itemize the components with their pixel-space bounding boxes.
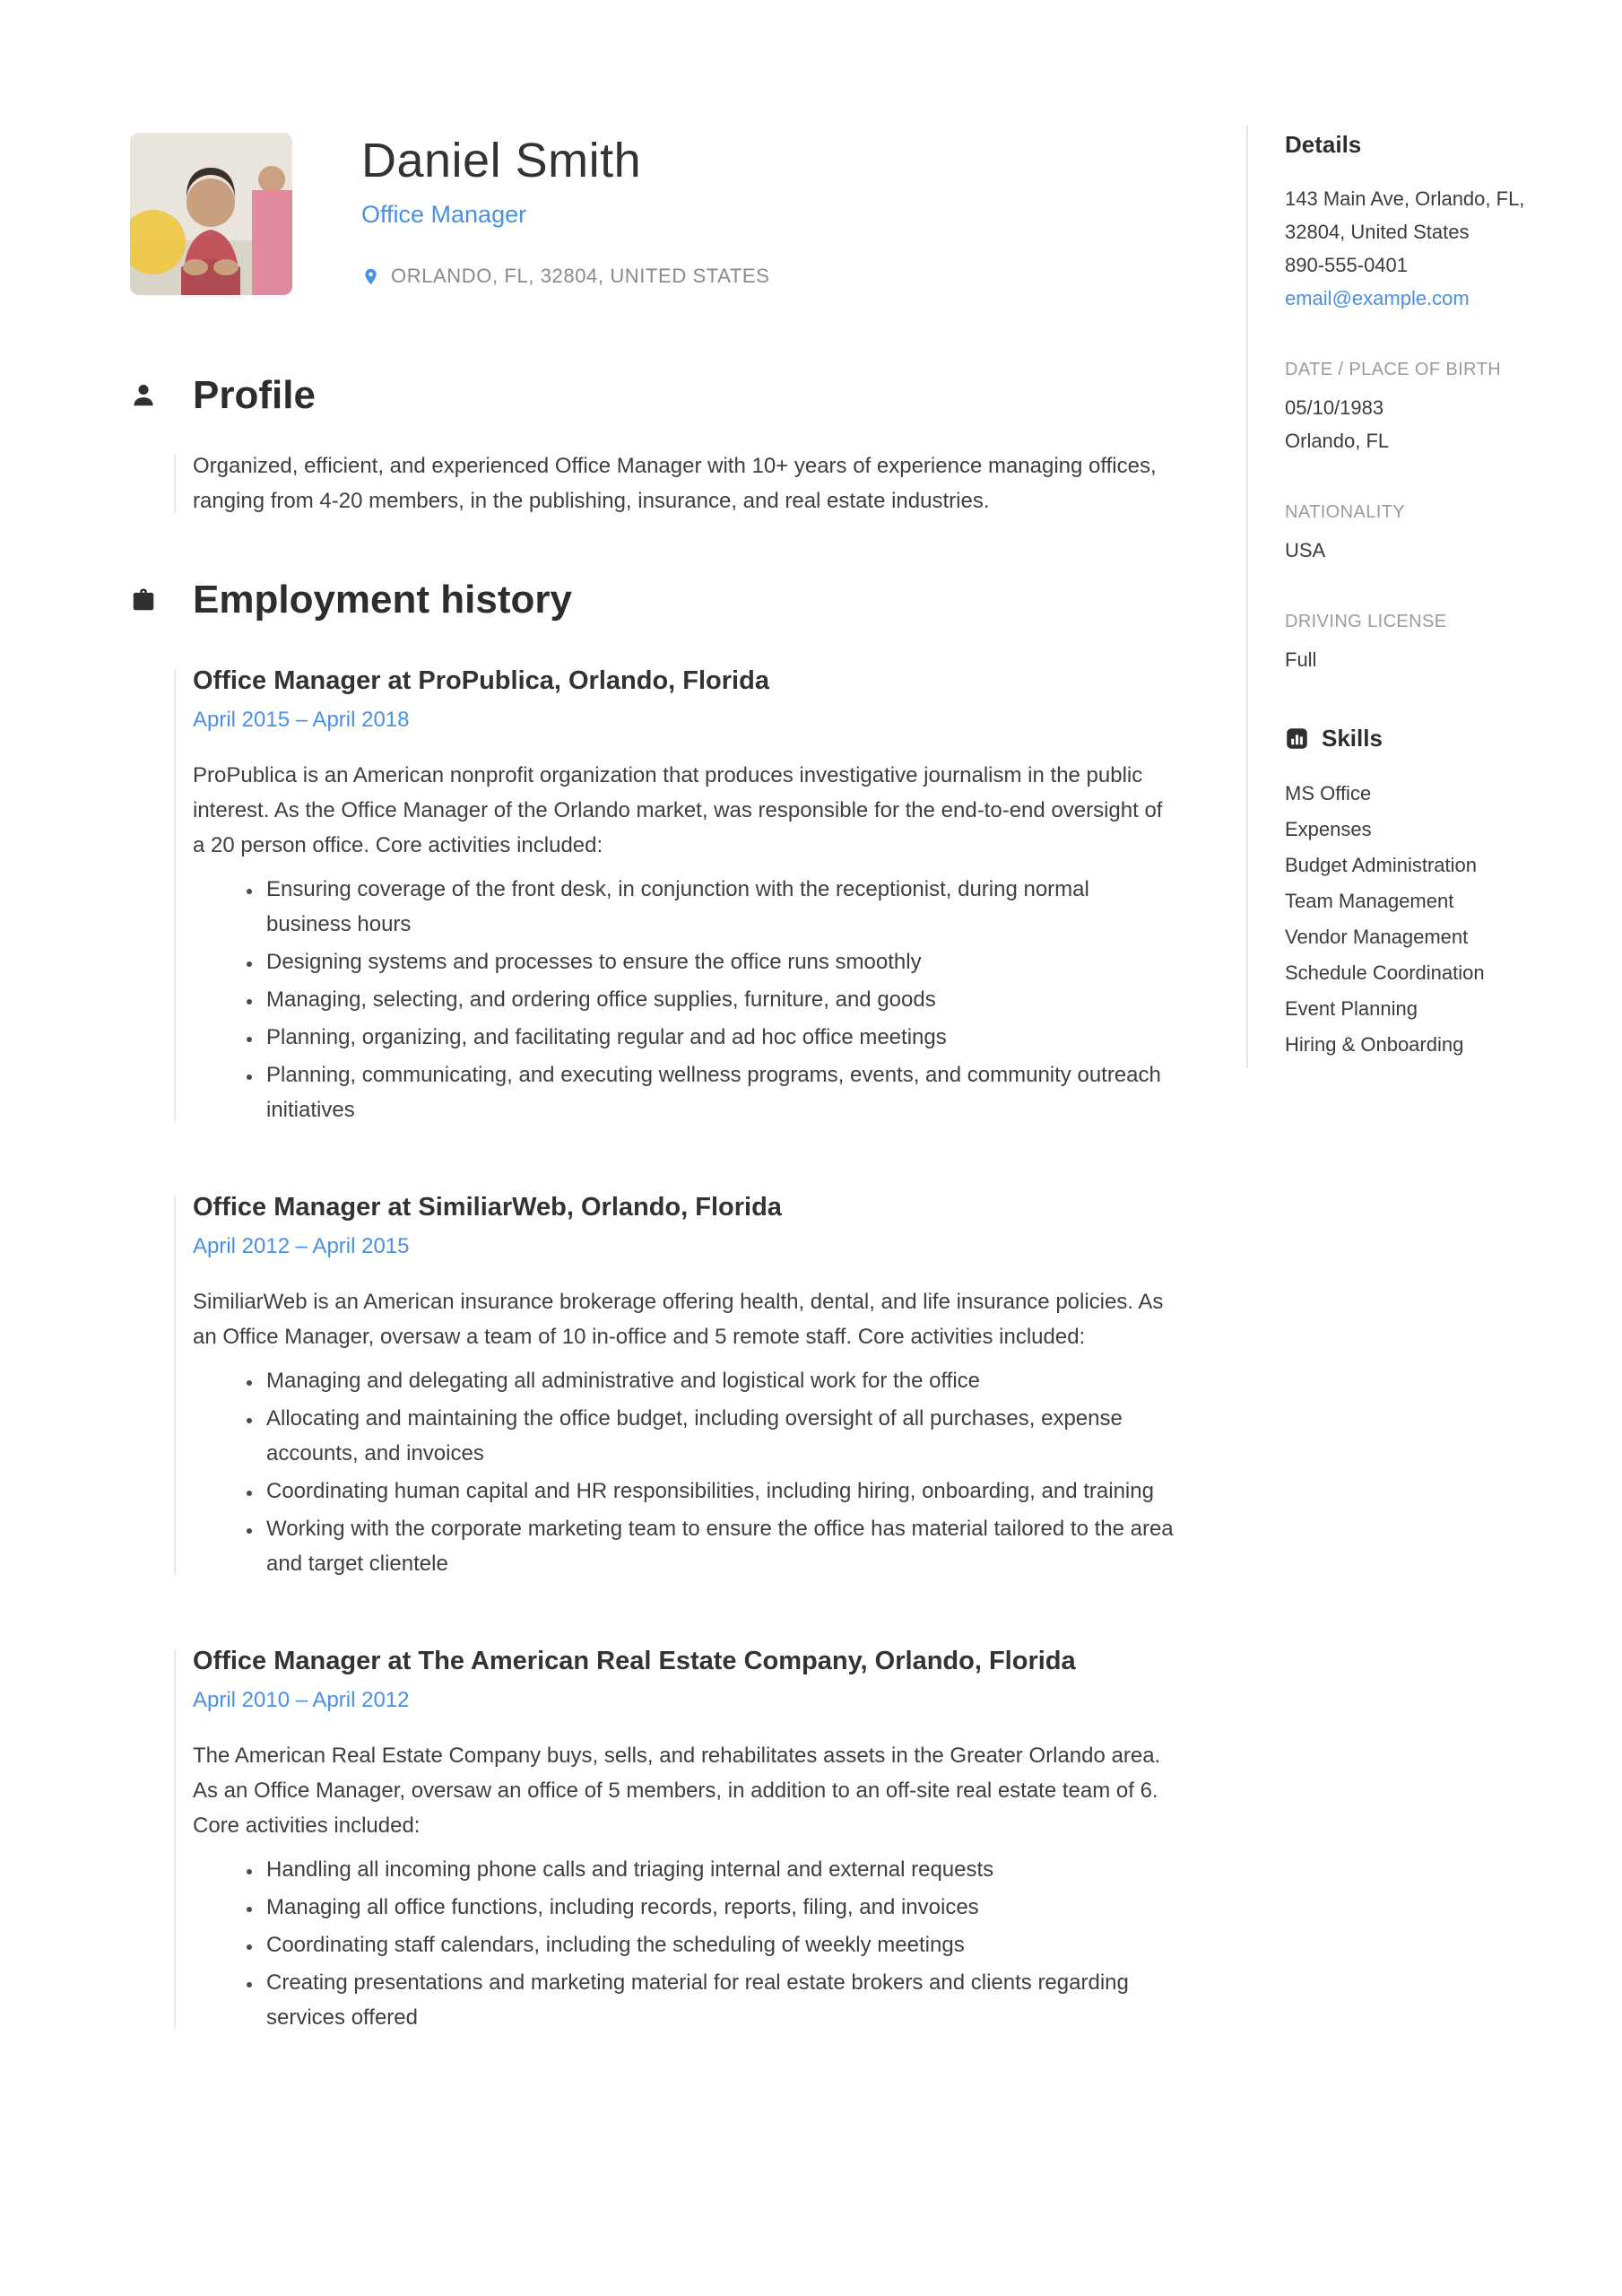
skills-heading <box>1285 725 1544 752</box>
job-bullet: • Ensuring coverage of the front desk, in conjunction with the receptionist, during normal business hours <box>263 872 1179 942</box>
person-name: Daniel Smith <box>361 134 642 187</box>
job-title: Office Manager at SimiliarWeb, Orlando, Florida <box>193 1193 782 1222</box>
sidebar <box>1246 126 1544 1068</box>
person-icon <box>130 382 157 409</box>
bar-chart-icon <box>1285 726 1309 751</box>
header-location <box>361 265 1179 288</box>
phone: 890-555-0401 <box>1285 254 1409 276</box>
skill-item: Team Management <box>1285 890 1454 912</box>
job-entry <box>193 664 1179 1127</box>
job-bullet: • Working with the corporate marketing team to ensure the office has material tailored to the area and target clientele <box>263 1511 1179 1581</box>
job-bullet: • Managing, selecting, and ordering office supplies, furniture, and goods <box>263 982 1179 1017</box>
skill-item: Event Planning <box>1285 997 1418 1020</box>
job-bullet: • Handling all incoming phone calls and triaging internal and external requests <box>263 1852 1179 1887</box>
briefcase-icon <box>130 587 157 613</box>
job-bullets <box>193 1852 1179 2035</box>
license-value: Full <box>1285 648 1317 671</box>
job-entry <box>193 1644 1179 2035</box>
skill-item: Hiring & Onboarding <box>1285 1033 1464 1056</box>
job-dates: April 2015 – April 2018 <box>193 708 410 733</box>
job-bullet: • Managing all office functions, including records, reports, filing, and invoices <box>263 1890 1179 1925</box>
skill-item: Schedule Coordination <box>1285 961 1485 984</box>
main-column <box>193 126 1179 2038</box>
skills-list <box>1285 776 1544 1063</box>
nationality-label: NATIONALITY <box>1285 502 1406 522</box>
nationality-value: USA <box>1285 539 1326 561</box>
skill-item: Vendor Management <box>1285 926 1469 948</box>
address: 143 Main Ave, Orlando, FL, 32804, United States <box>1285 187 1525 243</box>
profile-heading-label: Profile <box>193 373 316 417</box>
job-bullets <box>193 1363 1179 1581</box>
job-bullet: • Coordinating staff calendars, including the scheduling of weekly meetings <box>263 1927 1179 1962</box>
job-title: Office Manager at ProPublica, Orlando, Florida <box>193 666 769 695</box>
skill-item: MS Office <box>1285 782 1372 804</box>
job-bullet: • Planning, organizing, and facilitating regular and ad hoc office meetings <box>263 1020 1179 1055</box>
job-dates: April 2012 – April 2015 <box>193 1234 410 1259</box>
job-description: ProPublica is an American nonprofit organization that produces investigative journalism in the public interest. As the Office Manager of the Orlando market, was responsible for the end-to-end oversight of a 20 person office. Core activities included: <box>193 763 1163 858</box>
profile-section <box>193 373 1179 518</box>
skill-item: Expenses <box>1285 818 1372 840</box>
job-dates: April 2010 – April 2012 <box>193 1688 410 1713</box>
birth-label: DATE / PLACE OF BIRTH <box>1285 360 1502 379</box>
job-entry <box>193 1190 1179 1581</box>
email-link[interactable]: email@example.com <box>1285 287 1470 309</box>
job-bullets <box>193 872 1179 1127</box>
employment-heading-label: Employment history <box>193 578 572 622</box>
header <box>193 133 1179 296</box>
job-bullet: • Coordinating human capital and HR responsibilities, including hiring, onboarding, and training <box>263 1474 1179 1509</box>
job-description: The American Real Estate Company buys, sells, and rehabilitates assets in the Greater Orlando area. As an Office Manager, oversaw an office of 5 members, in addition to an off-site real estate team of 6. Core activities included: <box>193 1744 1161 1839</box>
person-job-title: Office Manager <box>361 201 527 228</box>
job-title: Office Manager at The American Real Estate Company, Orlando, Florida <box>193 1647 1076 1676</box>
birth-date: 05/10/1983 <box>1285 396 1384 419</box>
license-label: DRIVING LICENSE <box>1285 612 1447 631</box>
job-bullet: • Managing and delegating all administrative and logistical work for the office <box>263 1363 1179 1398</box>
map-pin-icon <box>361 267 380 286</box>
job-description: SimiliarWeb is an American insurance brokerage offering health, dental, and life insurance policies. As an Office Manager, oversaw a team of 10 in-office and 5 remote staff. Core activities included: <box>193 1290 1164 1350</box>
skills-heading-label: Skills <box>1322 725 1383 752</box>
location-text: ORLANDO, FL, 32804, UNITED STATES <box>391 265 770 287</box>
job-bullet: • Allocating and maintaining the office budget, including oversight of all purchases, expense accounts, and invoices <box>263 1401 1179 1471</box>
job-bullet: • Planning, communicating, and executing wellness programs, events, and community outreach initiatives <box>263 1057 1179 1127</box>
job-bullet: • Creating presentations and marketing material for real estate brokers and clients regarding services offered <box>263 1965 1179 2035</box>
profile-text: Organized, efficient, and experienced Office Manager with 10+ years of experience managing offices, ranging from 4-20 members, in the publishing, insurance, and real estate industries. <box>193 448 1179 518</box>
job-entries <box>193 664 1179 2035</box>
employment-heading <box>193 578 1179 622</box>
profile-photo-image <box>130 133 292 295</box>
job-bullet: • Designing systems and processes to ensure the office runs smoothly <box>263 944 1179 979</box>
profile-heading <box>193 373 1179 418</box>
employment-section <box>193 578 1179 2035</box>
skill-item: Budget Administration <box>1285 854 1478 876</box>
profile-photo <box>130 133 292 295</box>
details-heading: Details <box>1285 131 1362 158</box>
birth-place: Orlando, FL <box>1285 430 1390 452</box>
